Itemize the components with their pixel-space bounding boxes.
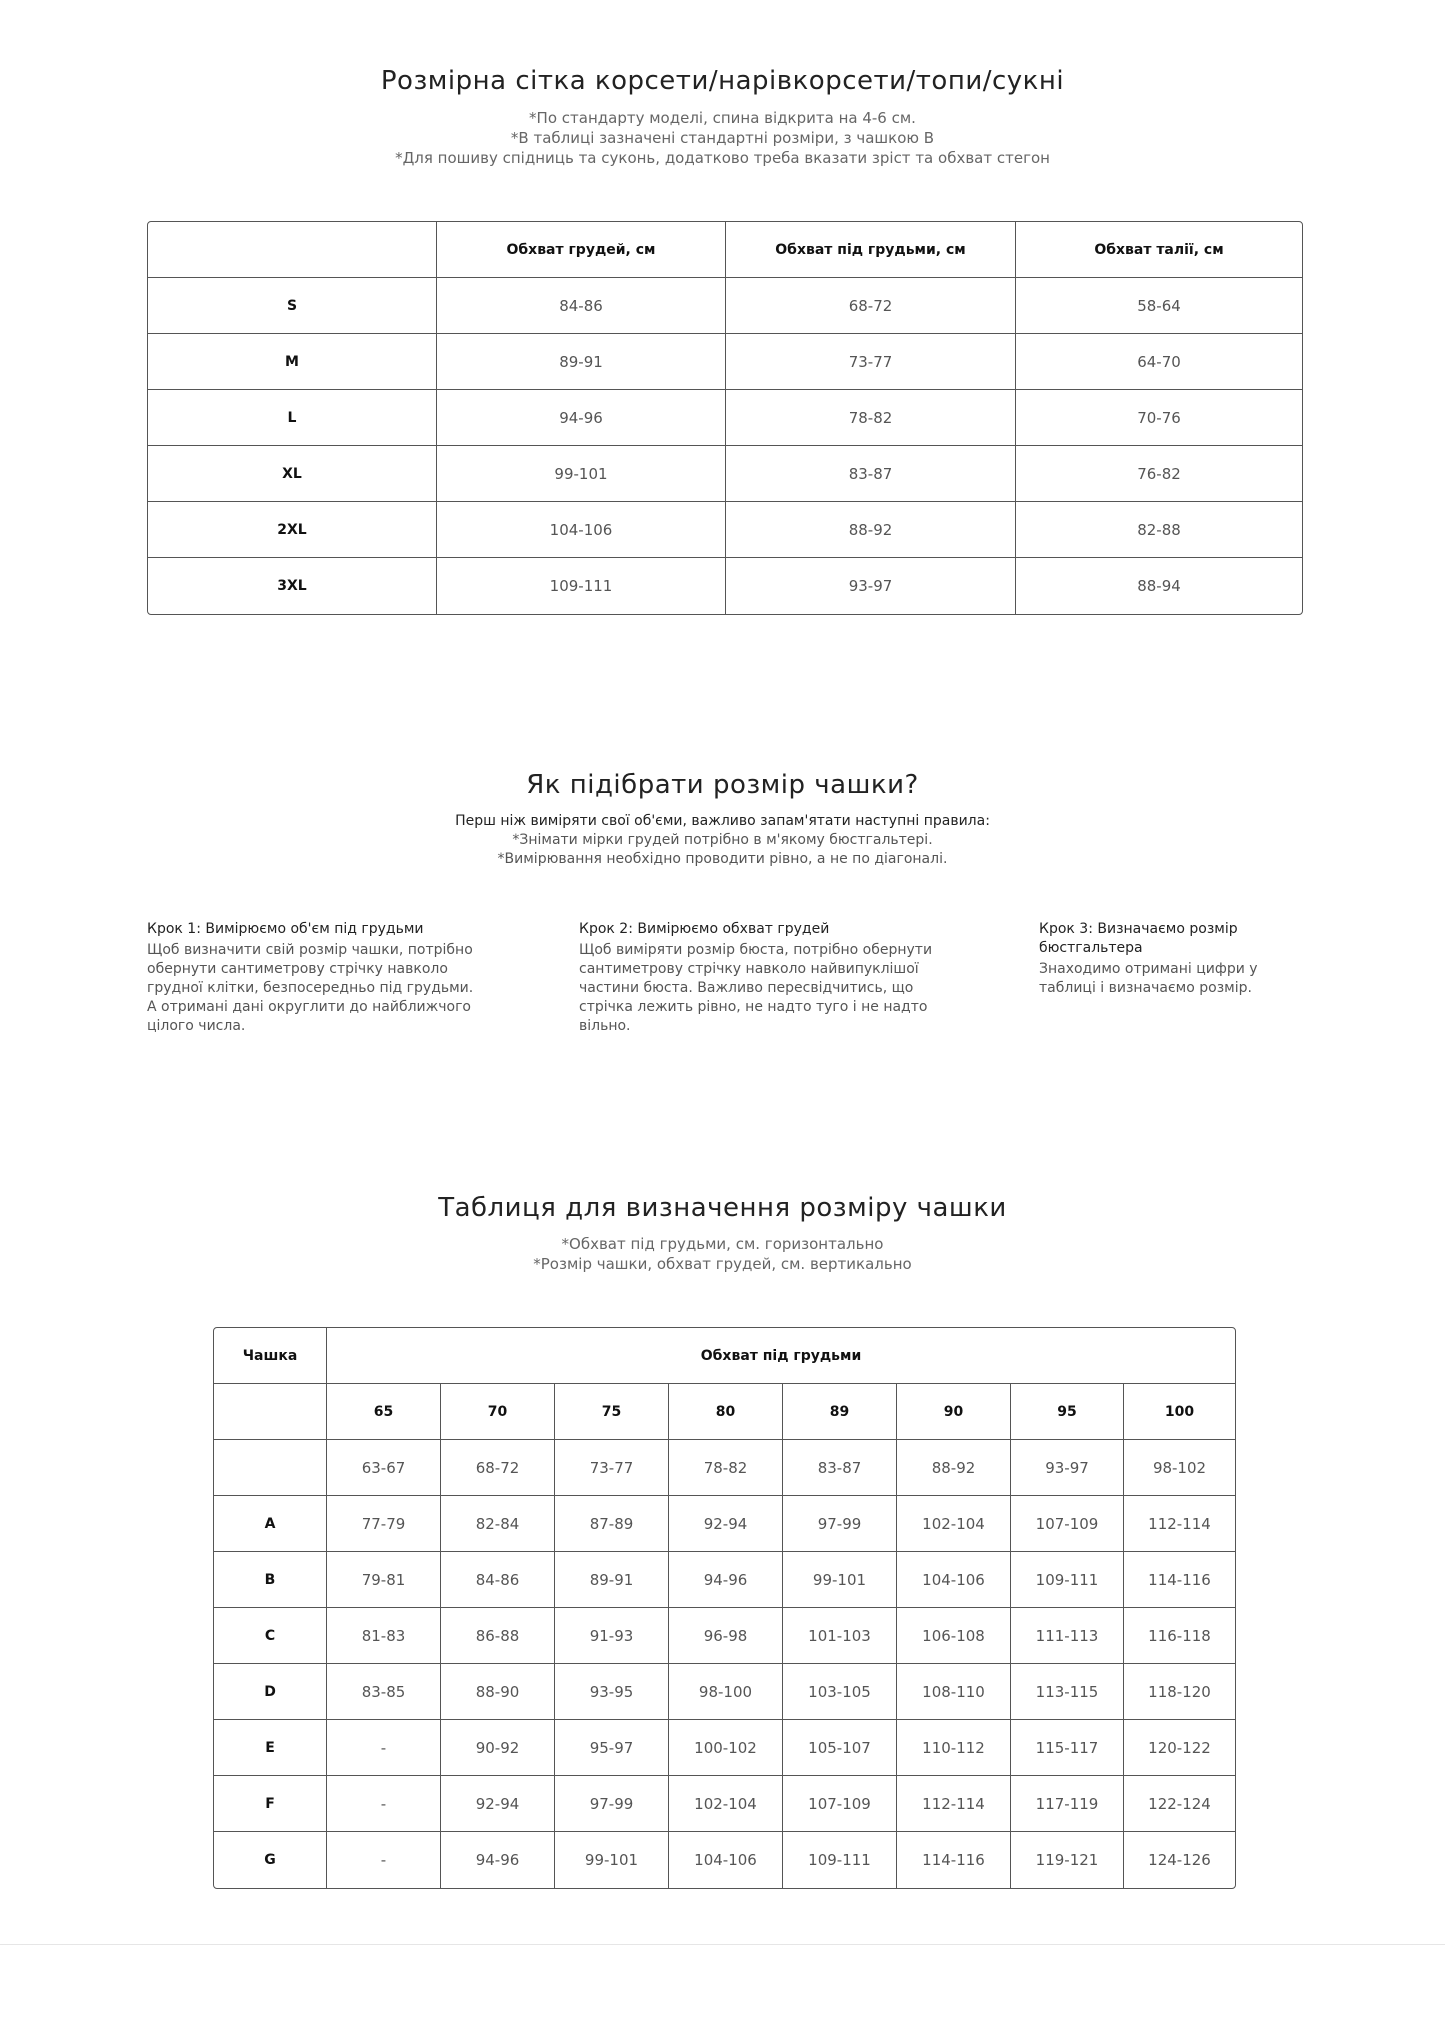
table-row	[214, 1776, 1235, 1832]
table-cell: 89-91	[555, 1552, 669, 1608]
table-row	[214, 1496, 1235, 1552]
table-cell: 73-77	[726, 334, 1016, 390]
table-cell: 112-114	[897, 1776, 1011, 1832]
size-chart-title: Розмірна сітка корсети/нарівкорсети/топи/сукні	[380, 66, 1065, 96]
header-cell: Обхват талії, см	[1016, 222, 1302, 278]
table-cell: 104-106	[669, 1832, 783, 1888]
table-cell: 78-82	[726, 390, 1016, 446]
size-chart-table	[147, 221, 1303, 615]
table-cell: 107-109	[783, 1776, 897, 1832]
table-cell: 109-111	[1011, 1552, 1124, 1608]
table-cell: 113-115	[1011, 1664, 1124, 1720]
note: *Обхват під грудьми, см. горизонтально	[561, 1235, 884, 1253]
table-cell: 88-90	[441, 1664, 555, 1720]
table-row	[148, 446, 1302, 502]
band-size: 90	[897, 1384, 1011, 1440]
table-cell: 93-95	[555, 1664, 669, 1720]
table-cell: 84-86	[441, 1552, 555, 1608]
table-cell: 90-92	[441, 1720, 555, 1776]
table-cell: 96-98	[669, 1608, 783, 1664]
underbust-range: 88-92	[897, 1440, 1011, 1496]
cup-label: D	[214, 1664, 327, 1720]
step-text: А отримані дані округлити до найближчого	[147, 999, 471, 1015]
step-title: Крок 1: Вимірюємо об'єм під грудьми	[147, 921, 424, 937]
cup-size-table	[213, 1327, 1236, 1889]
table-cell: 95-97	[555, 1720, 669, 1776]
table-cell: 97-99	[783, 1496, 897, 1552]
table-cell: 82-88	[1016, 502, 1302, 558]
table-cell: 104-106	[437, 502, 726, 558]
step-3	[1039, 920, 1319, 998]
cup-guide-title: Як підібрати розмір чашки?	[526, 770, 919, 800]
cup-label: C	[214, 1608, 327, 1664]
table-cell: 92-94	[441, 1776, 555, 1832]
step-2	[579, 920, 979, 1036]
table-cell: 68-72	[726, 278, 1016, 334]
table-cell: 93-97	[726, 558, 1016, 614]
table-cell: 111-113	[1011, 1608, 1124, 1664]
note: *В таблиці зазначені стандартні розміри, з чашкою В	[510, 129, 935, 147]
step-title: Крок 3: Визначаємо розмір	[1039, 921, 1238, 937]
table-cell: 110-112	[897, 1720, 1011, 1776]
table-cell: 99-101	[555, 1832, 669, 1888]
size-label: 3XL	[148, 558, 437, 614]
table-cell: 84-86	[437, 278, 726, 334]
cup-label: F	[214, 1776, 327, 1832]
table-row	[214, 1720, 1235, 1776]
underbust-range: 83-87	[783, 1440, 897, 1496]
table-cell: 88-92	[726, 502, 1016, 558]
underbust-row	[214, 1440, 1235, 1496]
size-label: L	[148, 390, 437, 446]
band-size: 89	[783, 1384, 897, 1440]
underbust-range: 78-82	[669, 1440, 783, 1496]
table-cell: -	[327, 1720, 441, 1776]
band-size: 75	[555, 1384, 669, 1440]
underbust-range: 73-77	[555, 1440, 669, 1496]
table-cell: 120-122	[1124, 1720, 1235, 1776]
table-cell: 122-124	[1124, 1776, 1235, 1832]
table-cell: 116-118	[1124, 1608, 1235, 1664]
table-cell: 64-70	[1016, 334, 1302, 390]
table-row	[148, 502, 1302, 558]
cup-guide-lead: Перш ніж виміряти свої об'єми, важливо запам'ятати наступні правила:	[455, 813, 990, 829]
table-cell: 102-104	[897, 1496, 1011, 1552]
cup-label: E	[214, 1720, 327, 1776]
step-text: таблиці і визначаємо розмір.	[1039, 980, 1252, 996]
table-row	[148, 390, 1302, 446]
band-size: 80	[669, 1384, 783, 1440]
table-cell: 102-104	[669, 1776, 783, 1832]
group-label: Обхват під грудьми	[327, 1328, 1235, 1384]
cup-guide-rule: *Вимірювання необхідно проводити рівно, а не по діагоналі.	[497, 851, 948, 867]
band-size: 100	[1124, 1384, 1235, 1440]
cup-table-notes	[0, 1234, 1445, 1274]
header-cell: Обхват під грудьми, см	[726, 222, 1016, 278]
table-cell: 115-117	[1011, 1720, 1124, 1776]
table-cell: 119-121	[1011, 1832, 1124, 1888]
table-cell: 99-101	[783, 1552, 897, 1608]
note: *Для пошиву спідниць та суконь, додатково треба вказати зріст та обхват стегон	[395, 149, 1050, 167]
table-cell: 97-99	[555, 1776, 669, 1832]
table-cell: 94-96	[437, 390, 726, 446]
underbust-range: 93-97	[1011, 1440, 1124, 1496]
table-cell: 91-93	[555, 1608, 669, 1664]
table-row	[148, 278, 1302, 334]
table-cell: 107-109	[1011, 1496, 1124, 1552]
table-cell: 109-111	[783, 1832, 897, 1888]
step-text: цілого числа.	[147, 1018, 246, 1034]
footer-divider	[0, 1944, 1445, 1945]
table-cell: 109-111	[437, 558, 726, 614]
size-label: XL	[148, 446, 437, 502]
table-cell: -	[327, 1832, 441, 1888]
cup-label: A	[214, 1496, 327, 1552]
table-cell: 79-81	[327, 1552, 441, 1608]
table-cell: 105-107	[783, 1720, 897, 1776]
table-cell: 103-105	[783, 1664, 897, 1720]
table-row	[148, 334, 1302, 390]
size-chart-notes	[0, 108, 1445, 168]
table-cell: 58-64	[1016, 278, 1302, 334]
step-1	[147, 920, 527, 1036]
table-cell: 81-83	[327, 1608, 441, 1664]
size-label: S	[148, 278, 437, 334]
underbust-range: 68-72	[441, 1440, 555, 1496]
step-text: частини бюста. Важливо пересвідчитись, що	[579, 980, 914, 996]
cup-table-title: Таблиця для визначення розміру чашки	[438, 1193, 1007, 1223]
band-size: 70	[441, 1384, 555, 1440]
band-size-row	[214, 1384, 1235, 1440]
table-cell: 94-96	[669, 1552, 783, 1608]
table-cell: 88-94	[1137, 577, 1181, 595]
note: *Розмір чашки, обхват грудей, см. вертикально	[533, 1255, 912, 1273]
table-row	[214, 1552, 1235, 1608]
table-cell: 76-82	[1016, 446, 1302, 502]
table-cell: 98-100	[669, 1664, 783, 1720]
cup-label: G	[214, 1832, 327, 1888]
cup-guide-rule: *Знімати мірки грудей потрібно в м'якому бюстгальтері.	[512, 832, 933, 848]
table-cell: 100-102	[669, 1720, 783, 1776]
table-cell: 124-126	[1148, 1851, 1211, 1869]
table-cell: 118-120	[1124, 1664, 1235, 1720]
table-cell: 70-76	[1016, 390, 1302, 446]
table-cell: 114-116	[897, 1832, 1011, 1888]
step-text: Щоб виміряти розмір бюста, потрібно обернути	[579, 942, 933, 958]
cup-label: B	[214, 1552, 327, 1608]
table-cell: 99-101	[437, 446, 726, 502]
table-row	[148, 558, 1302, 614]
table-cell: 92-94	[669, 1496, 783, 1552]
size-label: 2XL	[148, 502, 437, 558]
empty-cell	[214, 1440, 327, 1496]
band-size: 65	[327, 1384, 441, 1440]
table-row	[214, 1608, 1235, 1664]
table-cell: 117-119	[1011, 1776, 1124, 1832]
header-cell	[148, 222, 437, 278]
table-cell: 82-84	[441, 1496, 555, 1552]
table-cell: 114-116	[1124, 1552, 1235, 1608]
table-cell: 83-85	[327, 1664, 441, 1720]
step-text: грудної клітки, безпосередньо під грудьми.	[147, 980, 474, 996]
empty-cell	[214, 1384, 327, 1440]
table-cell: 94-96	[441, 1832, 555, 1888]
step-title: бюстгальтера	[1039, 940, 1143, 956]
table-header-row	[148, 222, 1302, 278]
table-row	[214, 1664, 1235, 1720]
table-cell: 87-89	[555, 1496, 669, 1552]
corner-label: Чашка	[214, 1328, 327, 1384]
table-header-row	[214, 1328, 1235, 1384]
step-text: сантиметрову стрічку навколо найвипуклішої	[579, 961, 919, 977]
band-size: 95	[1011, 1384, 1124, 1440]
table-row	[214, 1832, 1235, 1888]
table-cell: 77-79	[327, 1496, 441, 1552]
table-cell: 112-114	[1124, 1496, 1235, 1552]
step-text: вільно.	[579, 1018, 631, 1034]
step-text: Щоб визначити свій розмір чашки, потрібно	[147, 942, 473, 958]
underbust-range: 98-102	[1124, 1440, 1235, 1496]
size-label: M	[148, 334, 437, 390]
note: *По стандарту моделі, спина відкрита на 4-6 см.	[529, 109, 916, 127]
table-cell: 86-88	[441, 1608, 555, 1664]
underbust-range: 63-67	[327, 1440, 441, 1496]
table-cell: 101-103	[783, 1608, 897, 1664]
step-text: Знаходимо отримані цифри у	[1039, 961, 1258, 977]
header-cell: Обхват грудей, см	[437, 222, 726, 278]
step-title: Крок 2: Вимірюємо обхват грудей	[579, 921, 830, 937]
table-cell: 89-91	[437, 334, 726, 390]
table-cell: 106-108	[897, 1608, 1011, 1664]
table-cell: 83-87	[726, 446, 1016, 502]
step-text: обернути сантиметрову стрічку навколо	[147, 961, 448, 977]
table-cell: -	[327, 1776, 441, 1832]
table-cell: 108-110	[897, 1664, 1011, 1720]
step-text: стрічка лежить рівно, не надто туго і не надто	[579, 999, 928, 1015]
cup-guide-intro	[0, 812, 1445, 869]
table-cell: 104-106	[897, 1552, 1011, 1608]
